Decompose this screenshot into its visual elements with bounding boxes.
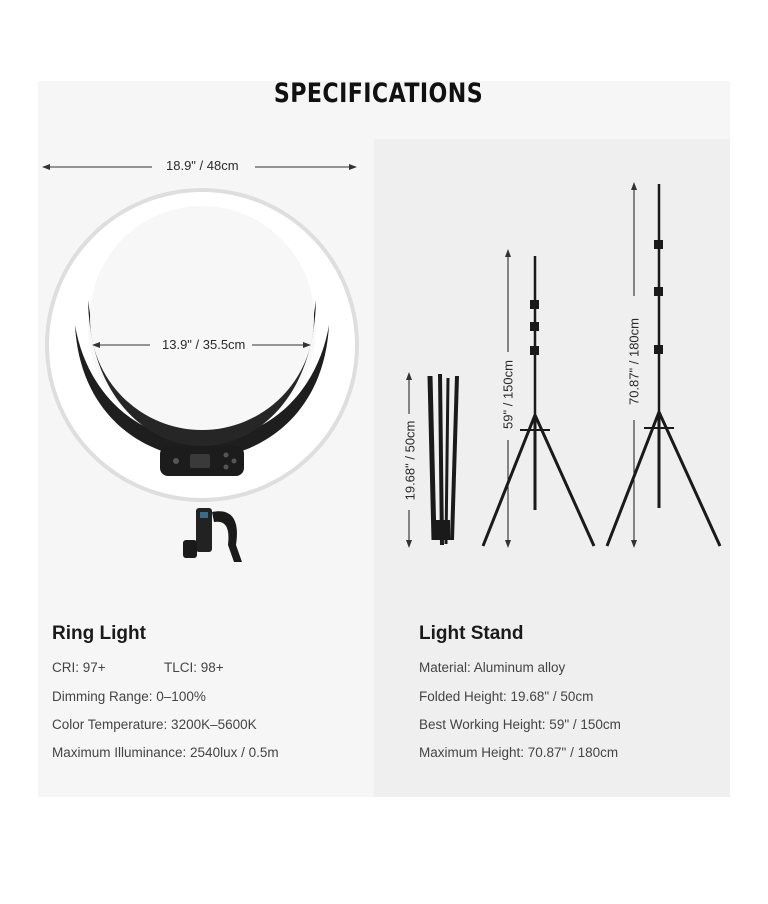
cri-spec: CRI: 97+ bbox=[52, 660, 106, 675]
working-height-label: 59" / 150cm bbox=[500, 360, 516, 429]
ring-light-heading: Ring Light bbox=[52, 623, 146, 644]
light-stand-heading: Light Stand bbox=[419, 623, 524, 644]
inner-diameter-label: 13.9" / 35.5cm bbox=[162, 337, 246, 352]
dimming-spec: Dimming Range: 0–100% bbox=[52, 689, 206, 704]
max-height-stand-image bbox=[607, 182, 720, 548]
maximum-height-spec: Maximum Height: 70.87" / 180cm bbox=[419, 745, 619, 760]
page-title: SPECIFICATIONS bbox=[273, 78, 484, 109]
tlci-spec: TLCI: 98+ bbox=[164, 660, 224, 675]
outer-diameter-label: 18.9" / 48cm bbox=[166, 158, 239, 173]
max-height-label: 70.87" / 180cm bbox=[626, 318, 642, 406]
illuminance-spec: Maximum Illuminance: 2540lux / 0.5m bbox=[52, 745, 279, 760]
ring-light-image bbox=[45, 188, 359, 562]
material-spec: Material: Aluminum alloy bbox=[419, 660, 566, 675]
folded-height-label: 19.68" / 50cm bbox=[402, 420, 418, 501]
best-working-height-spec: Best Working Height: 59" / 150cm bbox=[419, 717, 621, 732]
folded-height-spec: Folded Height: 19.68" / 50cm bbox=[419, 689, 594, 704]
color-temp-spec: Color Temperature: 3200K–5600K bbox=[52, 717, 257, 732]
